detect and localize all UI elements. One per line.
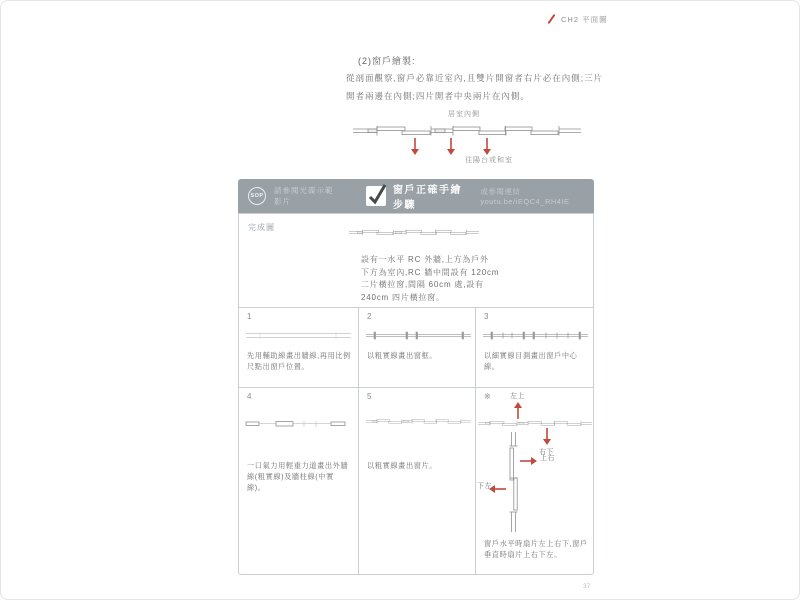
chapter-slash-icon — [548, 14, 556, 24]
down-arrow-icon — [446, 138, 456, 155]
page-number: 37 — [583, 583, 591, 590]
sop-badge-icon: SOP — [248, 187, 266, 205]
steps-grid — [239, 307, 593, 575]
tutorial-box — [238, 213, 594, 575]
down-arrow-icon — [542, 428, 552, 445]
section-title: (2)窗戶繪製: — [358, 56, 416, 66]
horizontal-window-drawing — [478, 420, 592, 427]
intro-text-line: 開者兩邊在內側;四片開者中央兩片在內側。 — [346, 91, 530, 101]
desc-line: 240cm 四片橫拉窗。 — [361, 292, 445, 302]
right-arrow-icon — [520, 456, 537, 466]
step-number: ※ — [484, 392, 491, 401]
step-drawing — [246, 418, 351, 430]
step-caption: 窗戶水平時扇片左上右下,窗戶垂直時扇片上右下左。 — [484, 539, 588, 559]
sop-title: 窗戶正確手繪步驟 — [392, 185, 462, 211]
step-drawing — [483, 330, 588, 342]
step-cell-5 — [358, 387, 475, 575]
diagram-label-interior: 居室內側 — [448, 111, 480, 118]
step-number: 4 — [247, 392, 252, 401]
up-arrow-icon — [513, 402, 523, 419]
arrow-label-bottom-left: 下左 — [477, 483, 492, 490]
step-drawing — [366, 418, 471, 425]
step-caption: 以粗實線畫出窗框。 — [367, 351, 438, 360]
sop-youtube-link: 或參閱連結 youtu.be/iEQC4_RH4IE — [480, 187, 570, 206]
step-caption: 先用輔助線畫出牆線,再用比例尺點出窗戶位置。 — [247, 351, 351, 371]
down-arrow-icon — [410, 138, 420, 155]
finished-description — [361, 254, 499, 304]
diagram-label-exterior: 往陽台或和室 — [465, 157, 513, 164]
step-caption: 一口氣力用輕重力道畫出外牆線(粗實線)及牆柱線(中實線)。 — [247, 461, 349, 492]
step-drawing — [366, 330, 471, 342]
desc-line: 二片橫拉窗,間隔 60cm 處,設有 — [361, 280, 484, 289]
step-number: 1 — [247, 312, 252, 321]
down-arrow-icon — [482, 138, 492, 155]
desc-line: 設有一水平 RC 外牆,上方為戶外 — [361, 255, 489, 264]
arrow-label-bottom-right: 右下 — [539, 449, 554, 456]
arrow-label-top-right: 上右 — [540, 455, 555, 462]
step-cell-3 — [475, 307, 593, 387]
step-caption: 以細實線目測畫出窗戶中心線。 — [484, 351, 578, 371]
sop-cd-note: 請參閱光碟示範影片 — [274, 186, 334, 206]
step-drawing — [246, 330, 351, 342]
window-plan-diagram — [353, 124, 581, 138]
step-cell-6 — [475, 387, 593, 575]
vertical-window-drawing — [507, 432, 520, 532]
finished-window-drawing — [349, 228, 479, 237]
step-cell-2 — [358, 307, 475, 387]
intro-text-line: 從剖面觀察,窗戶必靠近室內,且雙片開窗者右片必在內側;三片 — [346, 73, 604, 83]
finished-drawing-label: 完成圖 — [248, 223, 275, 232]
arrow-label-top-left: 左上 — [510, 393, 525, 400]
sop-header-bar — [238, 179, 594, 213]
step-number: 3 — [484, 312, 489, 321]
step-number: 5 — [367, 392, 372, 401]
chapter-label: CH2 平面圖 — [561, 15, 608, 24]
step-number: 2 — [367, 312, 372, 321]
step-cell-4 — [239, 387, 358, 575]
step-cell-1 — [239, 307, 358, 387]
desc-line: 下方為室內,RC 牆中間設有 120cm — [361, 267, 500, 277]
step-caption: 以粗實線畫出窗片。 — [367, 461, 438, 470]
checkbox-check-icon — [366, 186, 386, 206]
